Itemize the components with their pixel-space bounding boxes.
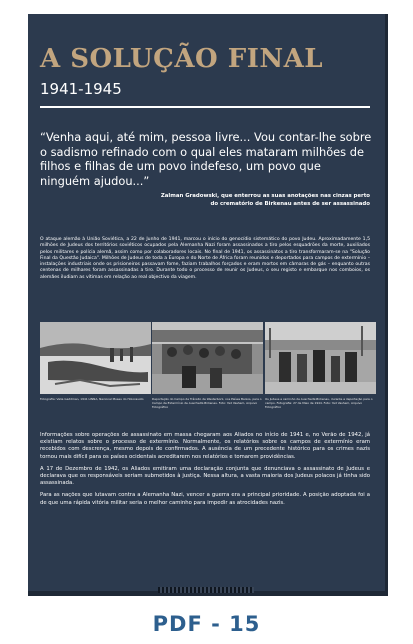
- poster-years: 1941-1945: [40, 80, 122, 98]
- photo-caption-3: Os Judeus a caminho de Auschwitz-Birkenau, durante a deportação para o campo. Fotografia: 27 de Maio de 1944. Foto: Yad Vashem, Arquivo Fotográfico: [265, 397, 373, 409]
- photo-caption-2: Deportação do Campo de Trânsito de Westerbork, nos Países Baixos, para o Campo de Extermínio de Auschwitz-Birkenau. Foto: Yad Vashem, Arquivo Fotográfico: [152, 397, 262, 409]
- photo-deportation-crowd: [152, 322, 263, 394]
- poster-edge: [385, 14, 388, 594]
- pdf-page-label: PDF - 15: [152, 612, 261, 636]
- closing-text: [40, 432, 370, 512]
- photo-victims-in-snow: [40, 322, 151, 394]
- title-divider: [40, 106, 370, 108]
- paragraph-allies-information: Informações sobre operações de assassinato em massa chegaram aos Aliados no início de 1941 e, no Verão de 1942, já existiam relatos sobre o processo de extermínio. Normalmente, os relatórios sobre os campos de extermínio eram recebidos com descrença, mesmo depois de confirmados. A ausência de um precedente histórico para os crimes nazis tornou mais difícil para os países ocidentais acreditarem nos relatórios e tomarem providências.: [40, 432, 370, 460]
- quote-text: “Venha aqui, até mim, pessoa livre... Vou contar-lhe sobre o sadismo refinado com o qual eles mataram milhões de filhos e filhas de um povo indefeso, um povo que ninguém ajudou...”: [40, 130, 372, 188]
- quote-attribution: Zalman Gradowski, que enterrou as suas anotações nas cinzas perto do crematório de Birkenau antes de ser assassinado: [160, 193, 370, 207]
- paragraph-joint-declaration: A 17 de Dezembro de 1942, os Aliados emitiram uma declaração conjunta que denunciava o assassinato de Judeus e declarava que os responsáveis seriam submetidos à justiça. Nessa altura, a vasta maioria dos Judeus polacos já tinha sido assassinada.: [40, 465, 370, 487]
- photo-women-and-children: [265, 322, 376, 394]
- poster-title: A SOLUÇÃO FINAL: [40, 44, 324, 74]
- paragraph-war-priority: Para as nações que lutavam contra a Alemanha Nazi, vencer a guerra era a principal prioridade. A posição adoptada foi a de que uma rápida vitória militar seria o melhor caminho para impedir as atrocidades nazis.: [40, 492, 370, 506]
- binding-strip: [158, 587, 254, 593]
- photo-caption-1: Fotografia: Valia Gaddman, 1941 LINNA, Nacional Museu do Holocausto: [40, 397, 144, 401]
- intro-paragraph: O ataque alemão à União Soviética, a 22 de Junho de 1941, marcou o início do genocídio sistemático do povo Judeu. Aproximadamente 1,5 milhões de Judeus dos territórios soviéticos ocupados pela Alemanha Nazi foram assassinados a tiro pelos esquadrões da morte, auxiliados pelos militares e polícia alemã, assim como por colaboradores locais. No final de 1941, os assassinatos a tiro transformaram-se na "Solução Final da Questão Judaica". Milhões de Judeus de toda a Europa e do Norte de África foram reunidos e deportados para campos de extermínio – instalações industriais onde os prisioneiros passavam fome, faziam trabalhos forçados e eram mortos em câmaras de gás – enquanto outras centenas de milhares foram assassinadas a tiro. Durante todo o processo de reunir os Judeus, o seu registo e embarque nos comboios, os alemães iludiam as vítimas em relação ao real objectivo da viagem.: [40, 237, 370, 280]
